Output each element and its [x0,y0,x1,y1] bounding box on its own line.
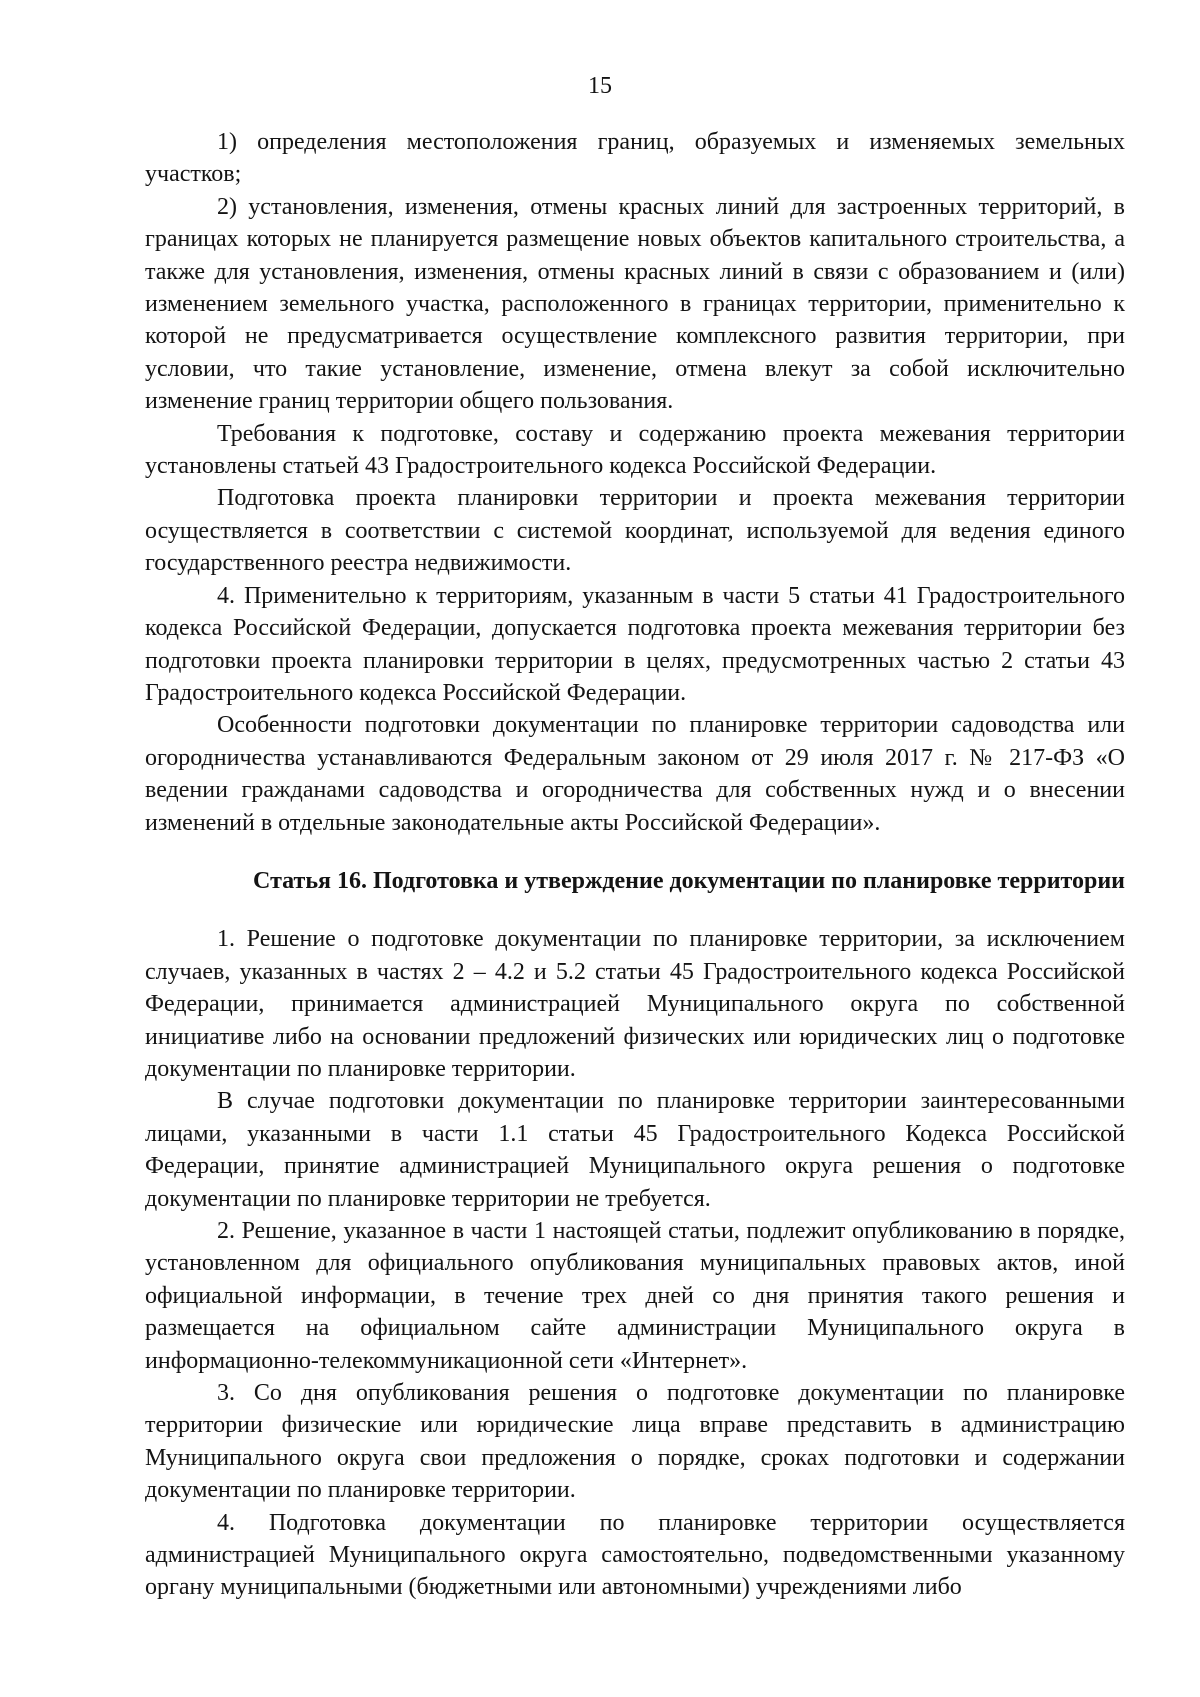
paragraph-requirements: Требования к подготовке, составу и содержанию проекта межевания территории установлены статьей 43 Градостроительного кодекса Российской Федерации. [145,420,1125,480]
paragraph-clause-4-preparation: 4. Подготовка документации по планировке территории осуществляется администрацией Муниципального округа самостоятельно, подведомственными указанному органу муниципальными (бюджетными или автономными) учреждениями либо [145,1509,1125,1601]
paragraph-clause-3: 3. Со дня опубликования решения о подготовке документации по планировке территории физические или юридические лица вправе представить в администрацию Муниципального округа свои предложения о порядке, сроках подготовки и содержании документации по планировке территории. [145,1380,1125,1504]
article-heading: Статья 16. Подготовка и утверждение документации по планировке территории [253,867,1125,894]
paragraph-item-2: 2) установления, изменения, отмены красных линий для застроенных территорий, в границах которых не планируется размещение новых объектов капитального строительства, а также для установления, изменения, отмены красных линий в связи с образованием и (или) изменением земельного участка, расположенного в границах территории, применительно к которой не предусматривается осуществление комплексного развития территории, при условии, что такие установление, изменение, отмена влекут за собой исключительно изменение границ территории общего пользования. [145,193,1125,415]
paragraph-interested-parties: В случае подготовки документации по планировке территории заинтересованными лицами, указанными в части 1.1 статьи 45 Градостроительного Кодекса Российской Федерации, принятие администрацией Муниципального округа решения о подготовке документации по планировке территории не требуется. [145,1088,1125,1212]
paragraph-coordinates: Подготовка проекта планировки территории и проекта межевания территории осуществляется в соответствии с системой координат, используемой для ведения единого государственного реестра недвижимости. [145,485,1125,577]
paragraph-item-1: 1) определения местоположения границ, образуемых и изменяемых земельных участков; [145,129,1125,188]
page-number: 15 [588,73,612,99]
document-body [145,126,1125,1604]
paragraph-gardening: Особенности подготовки документации по планировке территории садоводства или огородничества устанавливаются Федеральным законом от 29 июля 2017 г. № 217-ФЗ «О ведении гражданами садоводства и огородничества для собственных нужд и о внесении изменений в отдельные законодательные акты Российской Федерации». [145,712,1125,836]
paragraph-clause-1: 1. Решение о подготовке документации по планировке территории, за исключением случаев, указанных в частях 2 – 4.2 и 5.2 статьи 45 Градостроительного кодекса Российской Федерации, принимается администрацией Муниципального округа по собственной инициативе либо на основании предложений физических или юридических лиц о подготовке документации по планировке территории. [145,926,1125,1082]
paragraph-clause-2: 2. Решение, указанное в части 1 настоящей статьи, подлежит опубликованию в порядке, установленном для официального опубликования муниципальных правовых актов, иной официальной информации, в течение трех дней со дня принятия такого решения и размещается на официальном сайте администрации Муниципального округа в информационно-телекоммуникационной сети «Интернет». [145,1218,1125,1374]
paragraph-clause-4: 4. Применительно к территориям, указанным в части 5 статьи 41 Градостроительного кодекса Российской Федерации, допускается подготовка проекта межевания территории без подготовки проекта планировки территории в целях, предусмотренных частью 2 статьи 43 Градостроительного кодекса Российской Федерации. [145,582,1125,706]
